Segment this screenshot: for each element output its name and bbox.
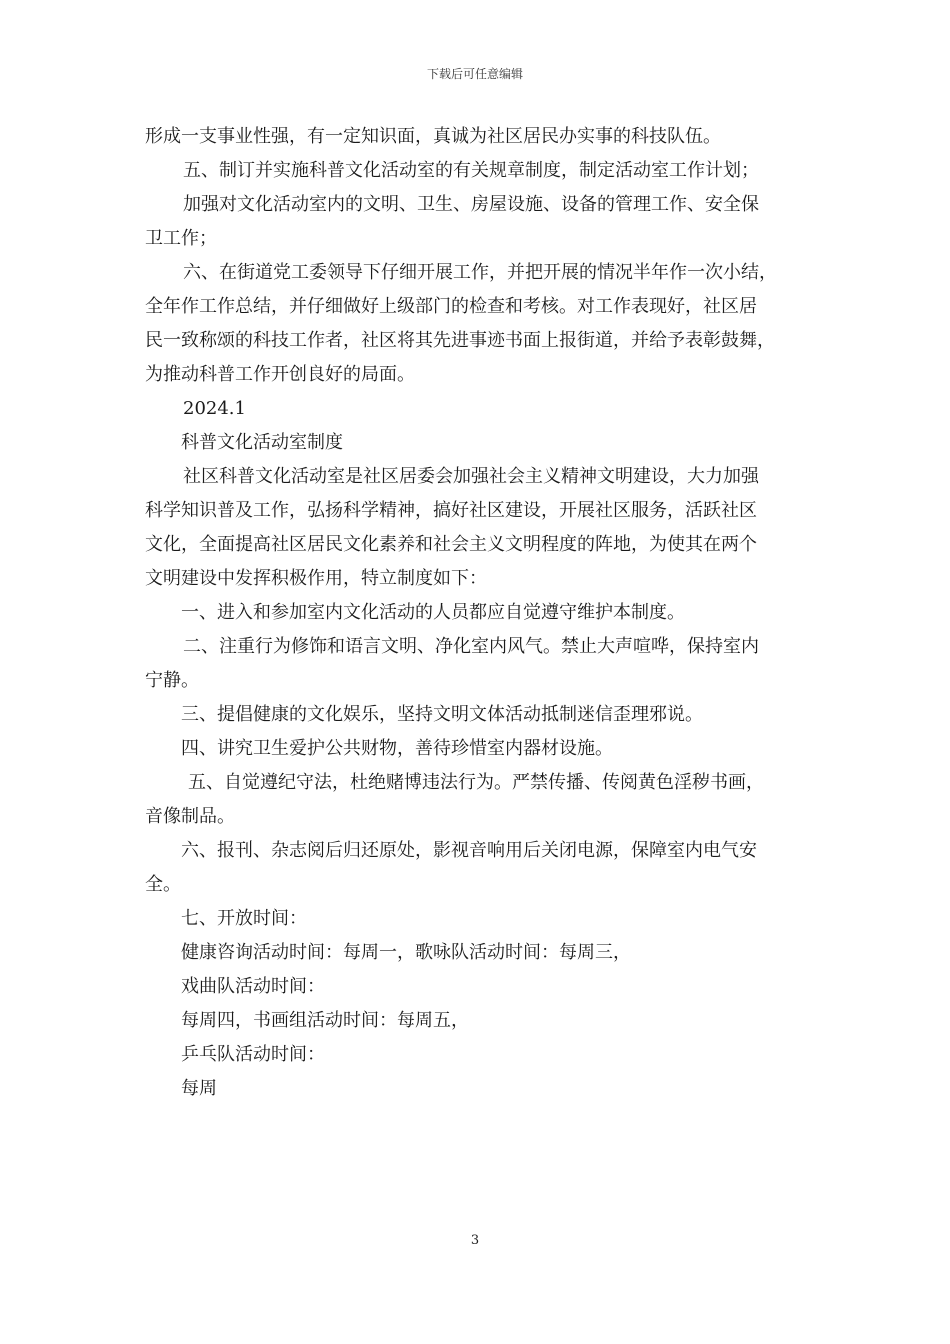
paragraph-line: 民一致称颂的科技工作者，社区将其先进事迹书面上报街道，并给予表彰鼓舞， xyxy=(145,330,775,351)
rule-item: 三、提倡健康的文化娱乐，坚持文明文体活动抵制迷信歪理邪说。 xyxy=(181,704,703,725)
paragraph-line: 科学知识普及工作，弘扬科学精神，搞好社区建设，开展社区服务，活跃社区 xyxy=(145,500,757,521)
paragraph-line: 文明建设中发挥积极作用，特立制度如下： xyxy=(145,568,487,589)
page-header-note: 下载后可任意编辑 xyxy=(426,67,523,81)
schedule-line: 每周 xyxy=(181,1078,217,1099)
rule-item: 一、进入和参加室内文化活动的人员都应自觉遵守维护本制度。 xyxy=(181,602,685,623)
date-line: 2024.1 xyxy=(183,398,246,419)
rule-item: 二、注重行为修饰和语言文明、净化室内风气。禁止大声喧哗，保持室内 xyxy=(183,636,759,657)
page-number: 3 xyxy=(470,1233,480,1248)
paragraph-line: 五、制订并实施科普文化活动室的有关规章制度，制定活动室工作计划； xyxy=(183,160,759,181)
paragraph-line: 为推动科普工作开创良好的局面。 xyxy=(145,364,415,385)
paragraph-line: 宁静。 xyxy=(145,670,199,691)
paragraph-line: 加强对文化活动室内的文明、卫生、房屋设施、设备的管理工作、安全保 xyxy=(183,194,759,215)
rule-item: 五、自觉遵纪守法，杜绝赌博违法行为。严禁传播、传阅黄色淫秽书画， xyxy=(188,772,764,793)
paragraph-line: 全年作工作总结，并仔细做好上级部门的检查和考核。对工作表现好，社区居 xyxy=(145,296,757,317)
schedule-line: 每周四，书画组活动时间：每周五， xyxy=(181,1010,469,1031)
rule-item: 六、报刊、杂志阅后归还原处，影视音响用后关闭电源，保障室内电气安 xyxy=(181,840,757,861)
paragraph-line: 形成一支事业性强，有一定知识面，真诚为社区居民办实事的科技队伍。 xyxy=(145,126,721,147)
schedule-line: 乒乓队活动时间： xyxy=(181,1044,325,1065)
schedule-line: 戏曲队活动时间： xyxy=(181,976,325,997)
rule-item: 四、讲究卫生爱护公共财物，善待珍惜室内器材设施。 xyxy=(181,738,613,759)
rule-item: 七、开放时间： xyxy=(181,908,307,929)
paragraph-line: 音像制品。 xyxy=(145,806,235,827)
paragraph-line: 社区科普文化活动室是社区居委会加强社会主义精神文明建设，大力加强 xyxy=(183,466,759,487)
schedule-line: 健康咨询活动时间：每周一，歌咏队活动时间：每周三， xyxy=(181,942,631,963)
section-title: 科普文化活动室制度 xyxy=(181,432,343,453)
document-body xyxy=(145,120,830,1106)
paragraph-line: 文化，全面提高社区居民文化素养和社会主义文明程度的阵地，为使其在两个 xyxy=(145,534,757,555)
paragraph-line: 卫工作； xyxy=(145,228,217,249)
paragraph-line: 六、在街道党工委领导下仔细开展工作，并把开展的情况半年作一次小结， xyxy=(183,262,777,283)
paragraph-line: 全。 xyxy=(145,874,181,895)
